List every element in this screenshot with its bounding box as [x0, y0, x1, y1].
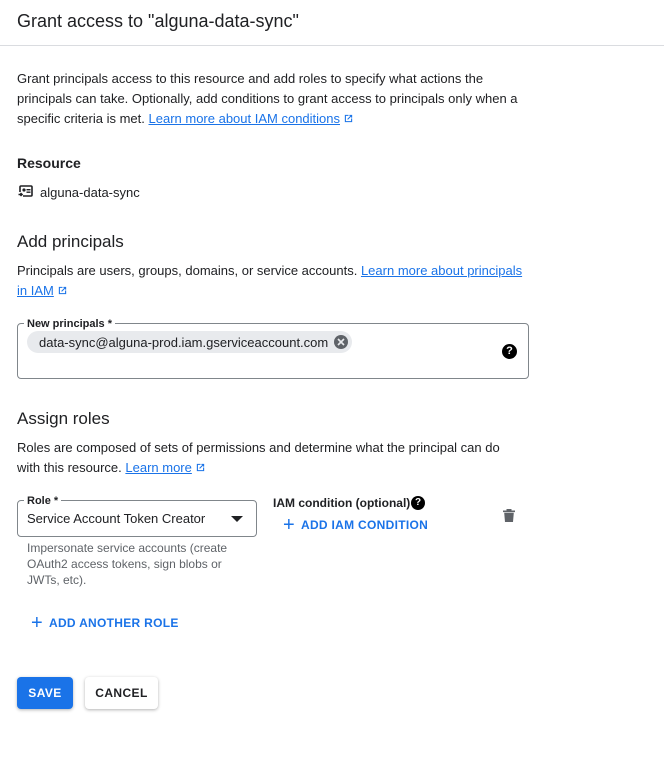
- roles-learn-more-label: Learn more: [125, 460, 192, 475]
- dialog-header: [0, 0, 664, 46]
- iam-conditions-link-label: Learn more about IAM conditions: [148, 111, 340, 126]
- add-another-role-label: ADD ANOTHER ROLE: [48, 616, 179, 630]
- plus-icon: +: [283, 514, 295, 536]
- principals-link-label: Learn more about principals in IAM: [17, 263, 523, 298]
- add-principals-heading: Add principals: [17, 232, 124, 251]
- cancel-button[interactable]: CANCEL: [85, 677, 158, 709]
- roles-description-block: [17, 438, 517, 478]
- iam-condition-label: IAM condition (optional): [273, 496, 411, 510]
- plus-icon: +: [31, 612, 43, 634]
- external-link-icon: [57, 285, 68, 296]
- add-iam-condition-label: ADD IAM CONDITION: [300, 518, 429, 532]
- add-iam-condition-button[interactable]: [283, 514, 429, 536]
- role-label: Role *: [24, 494, 61, 508]
- iam-conditions-link[interactable]: [149, 111, 355, 126]
- roles-learn-more-link[interactable]: [125, 460, 205, 475]
- resource-row: [17, 183, 140, 201]
- service-account-icon: [17, 183, 35, 201]
- external-link-icon: [343, 113, 354, 124]
- new-principals-label: New principals *: [24, 317, 115, 331]
- save-button[interactable]: SAVE: [17, 677, 73, 709]
- role-select-value: Service Account Token Creator: [27, 511, 206, 526]
- intro-text: Grant principals access to this resource and add roles to specify what actions the principals can take. Optionally, add conditions to grant access to principals only when a specific criteria is met.: [17, 71, 518, 126]
- chevron-down-icon[interactable]: [231, 516, 243, 522]
- dialog-title: Grant access to "alguna-data-sync": [17, 11, 299, 31]
- principals-help-icon[interactable]: ?: [502, 344, 517, 359]
- add-another-role-button[interactable]: [31, 612, 179, 634]
- resource-heading: Resource: [17, 155, 81, 171]
- principal-chip[interactable]: [27, 331, 352, 353]
- principal-chip-label: data-sync@alguna-prod.iam.gserviceaccount.com: [39, 334, 329, 350]
- intro-text-block: [17, 69, 527, 129]
- chip-remove-icon[interactable]: [334, 335, 348, 349]
- delete-role-icon[interactable]: [502, 508, 516, 523]
- role-hint: Impersonate service accounts (create OAuth2 access tokens, sign blobs or JWTs, etc).: [27, 541, 228, 587]
- principals-description-block: [17, 261, 532, 301]
- assign-roles-heading: Assign roles: [17, 409, 110, 428]
- external-link-icon: [195, 462, 206, 473]
- resource-name: alguna-data-sync: [40, 184, 140, 200]
- roles-description: Roles are composed of sets of permissions and determine what the principal can do with this resource.: [17, 440, 500, 475]
- iam-condition-help-icon[interactable]: ?: [411, 496, 425, 510]
- principals-description: Principals are users, groups, domains, or service accounts.: [17, 263, 358, 278]
